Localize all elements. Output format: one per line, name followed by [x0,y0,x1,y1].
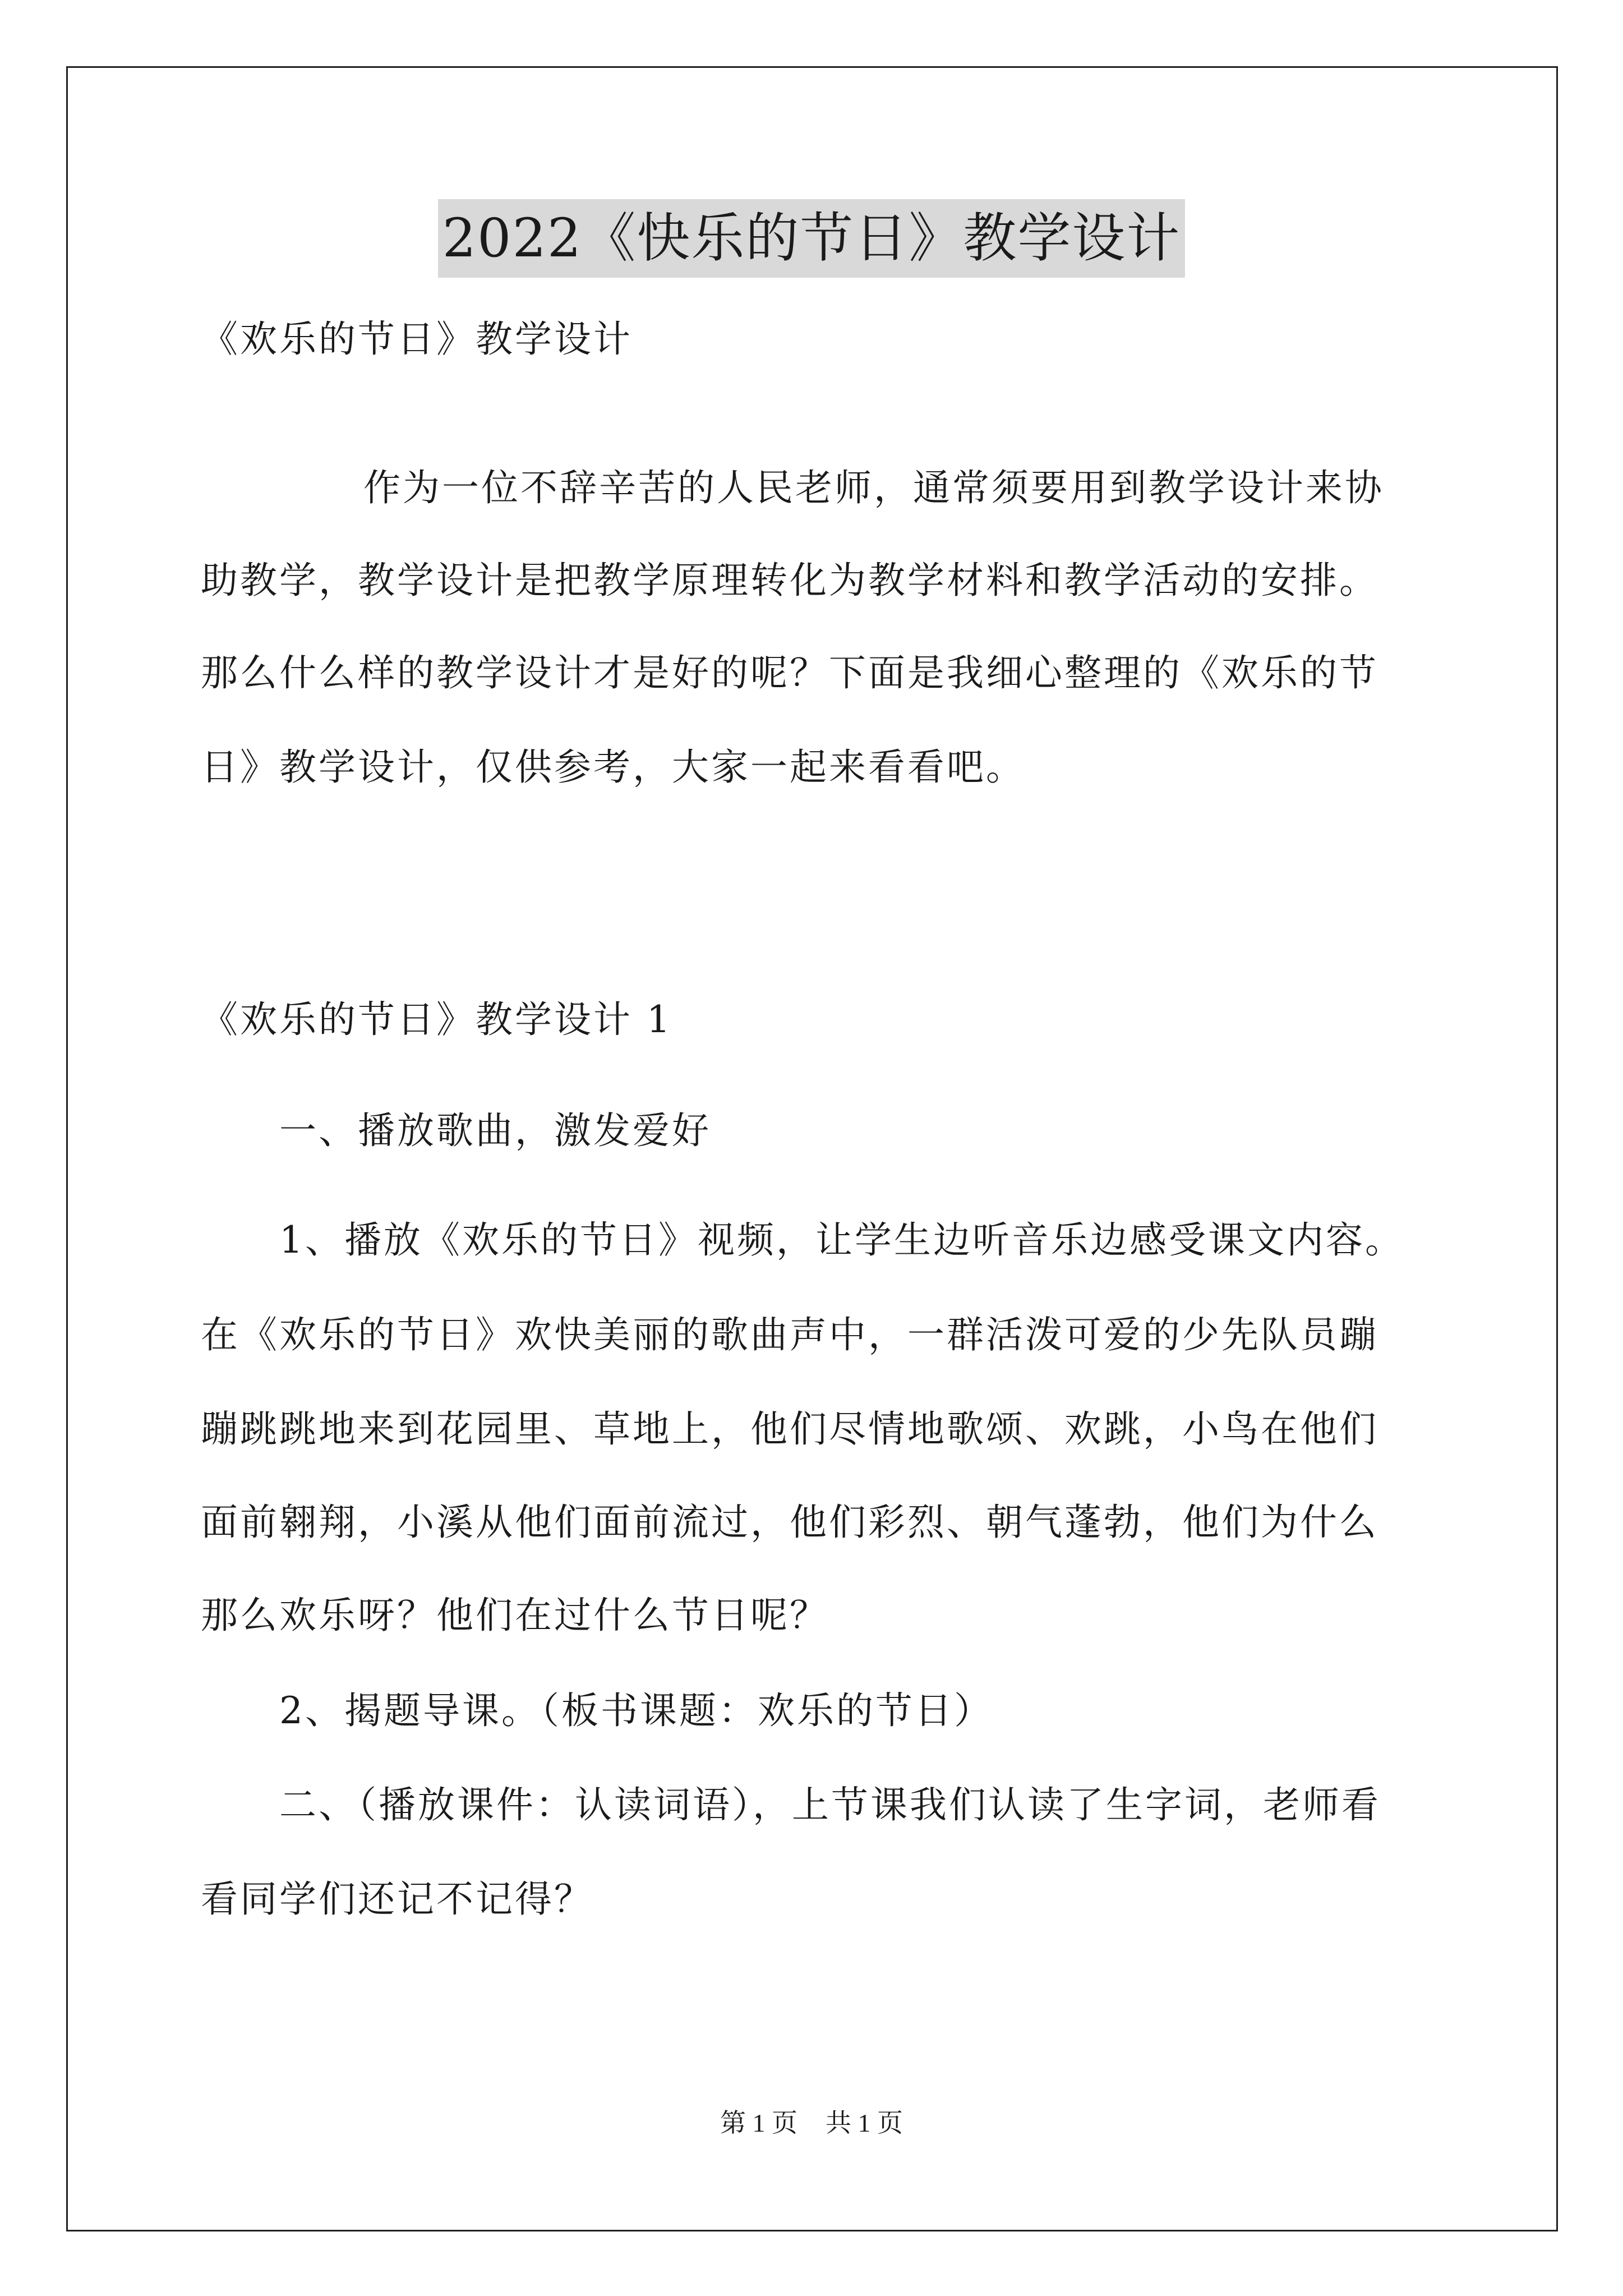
page-footer [0,2106,1623,2140]
intro-line-3: 那么什么样的教学设计才是好的呢？下面是我细心整理的《欢乐的节 [201,651,1378,694]
intro-line-1: 作为一位不辞辛苦的人民老师，通常须要用到教学设计来协 [363,466,1384,509]
intro-line-4: 日》教学设计，仅供参考，大家一起来看看吧。 [201,746,1025,789]
item-one-line-2: 在《欢乐的节日》欢快美丽的歌曲声中，一群活泼可爱的少先队员蹦 [201,1313,1378,1356]
document-subtitle: 《欢乐的节日》教学设计 [201,318,633,361]
part-two-line-1: 二、（播放课件：认读词语），上节课我们认读了生字词，老师看 [279,1783,1381,1826]
section-heading: 《欢乐的节日》教学设计 1 [201,998,672,1041]
page-number-total: 共 1 页 [826,2109,903,2137]
page-number-current: 第 1 页 [720,2109,797,2137]
intro-line-2: 助教学，教学设计是把教学原理转化为教学材料和教学活动的安排。 [201,559,1378,602]
document-title: 2022《快乐的节日》教学设计 [438,199,1186,278]
part-one-heading: 一、播放歌曲，激发爱好 [279,1109,711,1152]
item-one-line-4: 面前翱翔，小溪从他们面前流过，他们彩烈、朝气蓬勃，他们为什么 [201,1501,1378,1544]
part-two-line-2: 看同学们还记不记得？ [201,1878,593,1921]
item-one-line-1: 1、播放《欢乐的节日》视频，让学生边听音乐边感受课文内容。 [279,1218,1404,1262]
title-container [0,199,1623,278]
item-one-line-5: 那么欢乐呀？他们在过什么节日呢？ [201,1594,829,1637]
item-two: 2、揭题导课。（板书课题：欢乐的节日） [279,1689,993,1732]
item-one-line-3: 蹦跳跳地来到花园里、草地上，他们尽情地歌颂、欢跳，小鸟在他们 [201,1407,1378,1451]
